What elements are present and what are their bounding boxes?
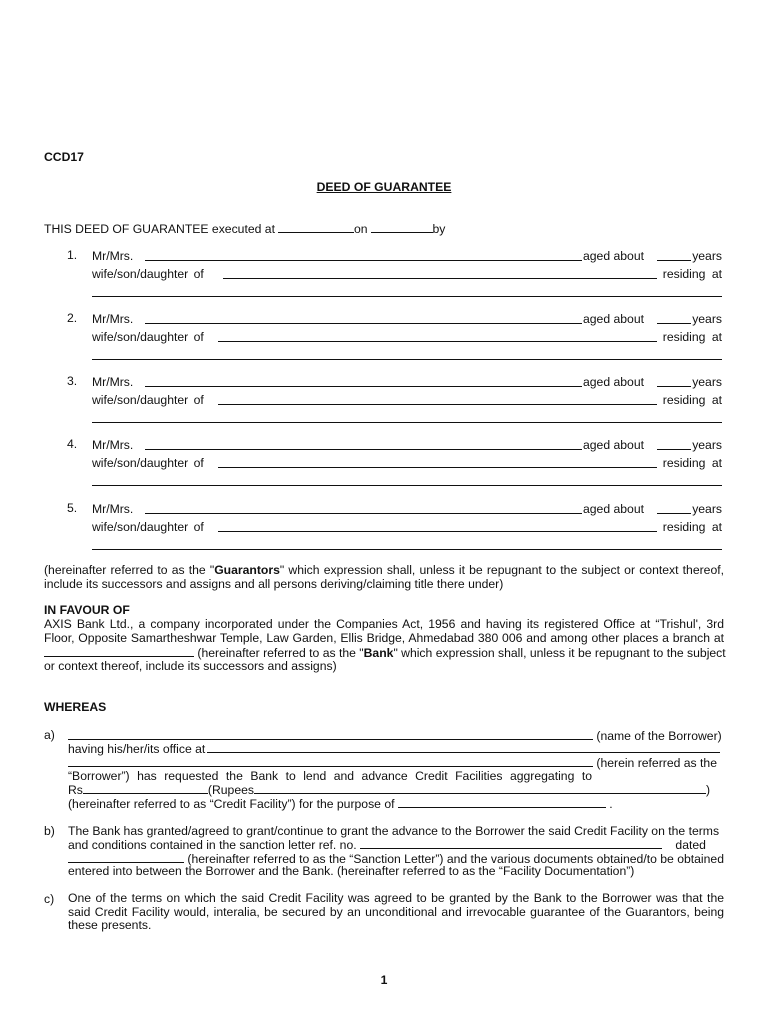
place-blank[interactable] xyxy=(278,221,354,233)
guarantor-name-blank[interactable] xyxy=(145,513,582,514)
wife-label: wife/son/daughter of xyxy=(92,330,204,344)
bank-description xyxy=(44,617,724,645)
clause-pre: (hereinafter referred to as the " xyxy=(44,563,215,577)
aged-label: aged about xyxy=(583,312,644,326)
wife-label: wife/son/daughter of xyxy=(92,520,204,534)
office-line xyxy=(68,741,720,756)
guarantor-name-row xyxy=(92,437,722,453)
rs-label: Rs xyxy=(68,783,83,797)
clause-c-text: One of the terms on which the said Credit Facility was agreed to be granted by the Bank to the Borrower was that the said Credit Facility would, interalia, be secured by an unconditional and irrevocable guarantee of the Guarantors, being these presents. xyxy=(68,891,724,933)
guarantor-name-row xyxy=(92,374,722,390)
relation-blank[interactable] xyxy=(218,467,657,468)
guarantor-relation-row xyxy=(92,455,722,471)
document-title: DEED OF GUARANTEE xyxy=(316,180,452,194)
guarantor-relation-row xyxy=(92,519,722,535)
bank-clause-last: or context thereof, include its successors and assigns) xyxy=(44,659,337,673)
residing-label: residing at xyxy=(662,330,722,344)
guarantors-clause xyxy=(44,563,724,591)
branch-line xyxy=(44,645,726,660)
address-blank[interactable] xyxy=(92,359,722,360)
address-blank[interactable] xyxy=(92,549,722,550)
aged-label: aged about xyxy=(583,438,644,452)
page-number: 1 xyxy=(380,973,388,987)
guarantor-number: 4. xyxy=(67,437,78,451)
in-favour-heading: IN FAVOUR OF xyxy=(44,603,130,617)
address-blank[interactable] xyxy=(92,296,722,297)
sanction-letter-label: (hereinafter referred to as the “Sanction Letter”) and the various documents obtained/to be obtained xyxy=(187,852,724,866)
guarantor-number: 1. xyxy=(67,248,78,262)
wife-label: wife/son/daughter of xyxy=(92,267,204,281)
purpose-line xyxy=(68,796,613,811)
date-blank[interactable] xyxy=(371,221,433,233)
intro-lead: THIS DEED OF GUARANTEE executed at xyxy=(44,222,275,236)
amount-words-blank[interactable] xyxy=(254,782,706,794)
amount-line xyxy=(68,782,710,797)
guarantor-name-row xyxy=(92,311,722,327)
sanction-date-blank[interactable] xyxy=(68,851,184,863)
mr-label: Mr/Mrs. xyxy=(92,438,134,452)
herein-label: (herein referred as the xyxy=(596,756,717,770)
residing-label: residing at xyxy=(662,267,722,281)
guarantor-number: 3. xyxy=(67,374,78,388)
clause-b-marker: b) xyxy=(44,824,55,838)
age-blank[interactable] xyxy=(657,386,691,387)
aged-label: aged about xyxy=(583,502,644,516)
years-label: years xyxy=(692,502,722,516)
guarantor-name-blank[interactable] xyxy=(145,386,582,387)
clause-b-line2 xyxy=(68,837,706,852)
age-blank[interactable] xyxy=(657,323,691,324)
relation-blank[interactable] xyxy=(223,278,657,279)
rupees-label: (Rupees xyxy=(207,783,254,797)
bank-description-text: AXIS Bank Ltd., a company incorporated under the Companies Act, 1956 and having its registered Office at “Trishul', 3rd Floor, Opposite Samartheshwar Temple, Law Garden, Ellis Bridge, Ahmedabad 380 006 and among other places a branch at xyxy=(44,617,724,645)
guarantor-name-blank[interactable] xyxy=(145,449,582,450)
years-label: years xyxy=(692,438,722,452)
clause-post: " which expression shall, unless it be repugnant to the subject or context thereof, include its successors and assigns and all persons deriving/claiming title there under) xyxy=(44,563,724,591)
branch-blank[interactable] xyxy=(44,645,194,657)
dated-label: dated xyxy=(675,838,706,852)
guarantor-name-blank[interactable] xyxy=(145,323,582,324)
residing-label: residing at xyxy=(662,393,722,407)
relation-blank[interactable] xyxy=(218,341,657,342)
amount-blank[interactable] xyxy=(83,782,208,794)
mr-label: Mr/Mrs. xyxy=(92,249,134,263)
bank-clause-post: " which expression shall, unless it be repugnant to the subject xyxy=(393,646,726,660)
clause-b-line4: entered into between the Borrower and the Bank. (hereinafter referred to as the “Facility Documentation”) xyxy=(68,864,635,878)
purpose-blank[interactable] xyxy=(398,796,606,808)
guarantor-name-blank[interactable] xyxy=(145,260,582,261)
borrower-name-label: (name of the Borrower) xyxy=(596,729,722,743)
sanction-ref-label: and conditions contained in the sanction letter ref. no. xyxy=(68,838,357,852)
close-paren: ) xyxy=(705,783,711,797)
residing-label: residing at xyxy=(662,456,722,470)
relation-blank[interactable] xyxy=(218,531,657,532)
age-blank[interactable] xyxy=(657,513,691,514)
office-label: having his/her/its office at xyxy=(68,742,206,756)
guarantor-relation-row xyxy=(92,392,722,408)
mr-label: Mr/Mrs. xyxy=(92,502,134,516)
borrower-address-blank[interactable] xyxy=(68,755,593,767)
wife-label: wife/son/daughter of xyxy=(92,393,204,407)
clause-a-marker: a) xyxy=(44,728,55,742)
years-label: years xyxy=(692,249,722,263)
mr-label: Mr/Mrs. xyxy=(92,312,134,326)
guarantor-number: 2. xyxy=(67,311,78,325)
sanction-ref-blank[interactable] xyxy=(360,837,662,849)
clause-c-marker: c) xyxy=(44,892,55,906)
purpose-label: (hereinafter referred to as “Credit Facility”) for the purpose of xyxy=(68,797,395,811)
guarantors-term: Guarantors xyxy=(214,563,280,577)
relation-blank[interactable] xyxy=(218,404,657,405)
mr-label: Mr/Mrs. xyxy=(92,375,134,389)
wife-label: wife/son/daughter of xyxy=(92,456,204,470)
intro-on: on xyxy=(353,222,368,236)
years-label: years xyxy=(692,375,722,389)
clause-b-line1: The Bank has granted/agreed to grant/continue to grant the advance to the Borrower the said Credit Facility on the terms xyxy=(68,824,720,838)
guarantor-relation-row xyxy=(92,266,722,282)
whereas-heading: WHEREAS xyxy=(44,700,107,714)
guarantor-number: 5. xyxy=(67,501,78,515)
bank-clause-pre: (hereinafter referred to as the " xyxy=(197,646,364,660)
borrower-name-blank[interactable] xyxy=(68,728,593,740)
address-blank[interactable] xyxy=(92,422,722,423)
age-blank[interactable] xyxy=(657,260,691,261)
aged-label: aged about xyxy=(583,375,644,389)
address-blank[interactable] xyxy=(92,485,722,486)
guarantor-name-row xyxy=(92,501,722,517)
bank-term: Bank xyxy=(363,646,394,660)
document-code: CCD17 xyxy=(44,150,84,164)
borrower-request: “Borrower”) has requested the Bank to lend and advance Credit Facilities aggregating to xyxy=(68,769,592,783)
years-label: years xyxy=(692,312,722,326)
herein-line xyxy=(68,755,717,770)
guarantor-name-row xyxy=(92,248,722,264)
guarantor-relation-row xyxy=(92,329,722,345)
residing-label: residing at xyxy=(662,520,722,534)
intro-line xyxy=(44,221,445,236)
intro-by: by xyxy=(432,222,446,236)
office-blank[interactable] xyxy=(207,741,720,753)
purpose-period: . xyxy=(609,797,613,811)
aged-label: aged about xyxy=(583,249,644,263)
age-blank[interactable] xyxy=(657,449,691,450)
